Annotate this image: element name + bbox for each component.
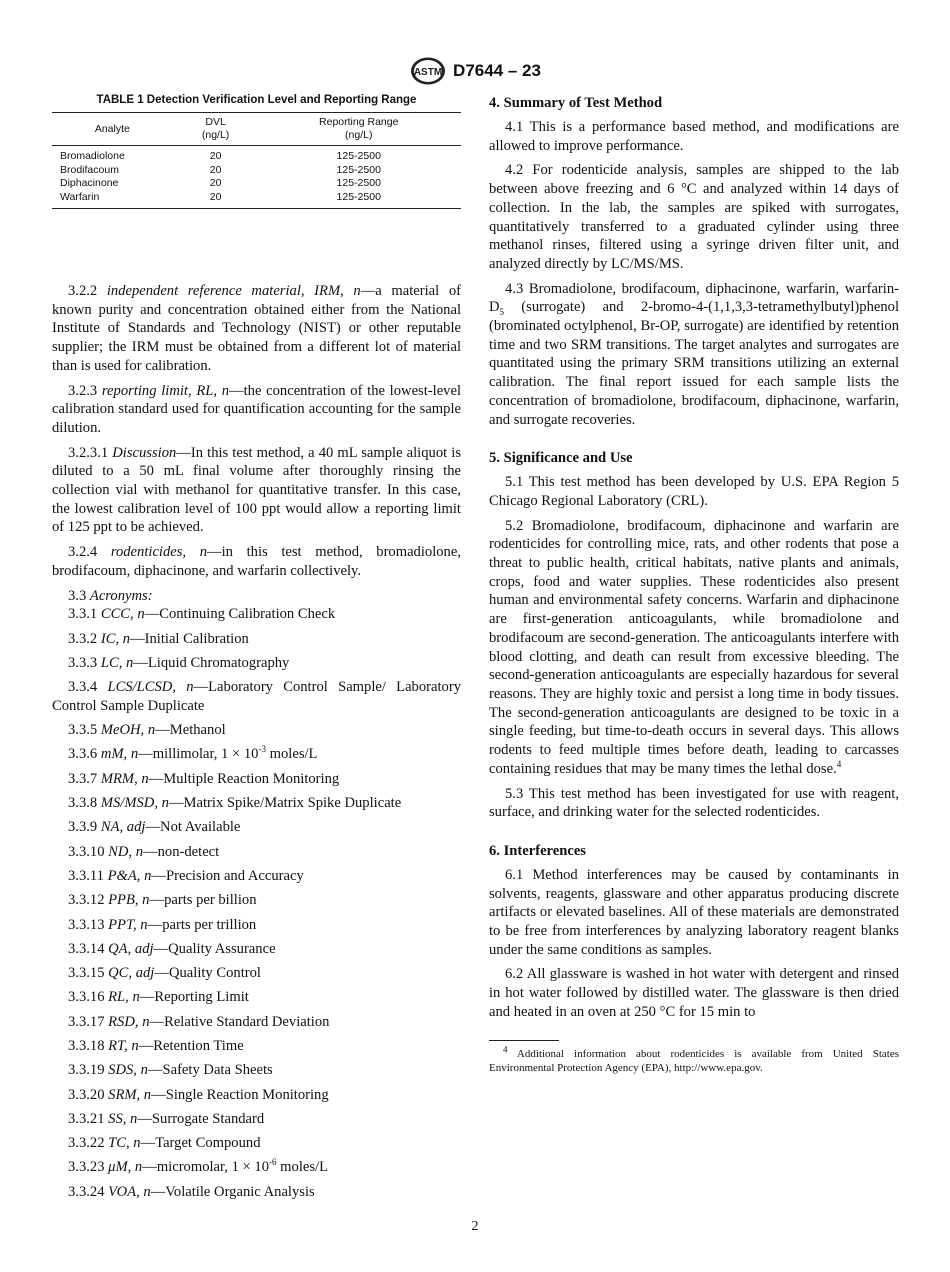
cell-dvl: 20 — [209, 150, 222, 162]
acr-num: 3.3.23 — [68, 1159, 105, 1176]
acr-num: 3.3.20 — [68, 1086, 105, 1103]
acr-def: —Liquid Chromatography — [133, 654, 290, 671]
acr-def: —Reporting Limit — [139, 989, 249, 1006]
acronym-item — [52, 1183, 461, 1202]
acr-def: —Initial Calibration — [130, 630, 249, 647]
acr-def: —Laboratory Control Sample/ Laboratory Control Sample Duplicate — [52, 679, 461, 714]
para-5-3: 5.3 This test method has been investigated for use with reagent, surface, and drinking water for the selected rodenticides. — [489, 785, 899, 821]
footnote — [489, 1043, 899, 1075]
para-5-1: 5.1 This test method has been developed by U.S. EPA Region 5 Chicago Regional Laboratory (CRL). — [489, 474, 899, 509]
left-column — [52, 94, 461, 1207]
acronym-item — [52, 1134, 461, 1153]
acr-num: 3.3.21 — [68, 1110, 105, 1127]
acr-num: 3.3.24 — [68, 1183, 105, 1200]
cell-range: 125-2500 — [336, 150, 381, 162]
page-header — [0, 56, 950, 91]
term: independent reference material, IRM, n — [106, 283, 361, 299]
header-rr-line2: (ng/L) — [345, 129, 373, 141]
acr-term: LC, n — [100, 654, 134, 671]
table-row — [52, 164, 461, 178]
acronym-item — [52, 794, 461, 813]
acr-term: LCS/LCSD, n — [107, 679, 194, 696]
cell-analyte: Warfarin — [52, 191, 175, 209]
astm-logo-icon — [409, 56, 447, 86]
acr-def2: moles/L — [276, 1159, 329, 1176]
acronym-item — [52, 721, 461, 740]
acr-def: —Continuing Calibration Check — [144, 606, 336, 623]
acr-def2: moles/L — [265, 746, 318, 763]
para-number: 3.2.3.1 — [68, 444, 109, 461]
acronym-item — [52, 988, 461, 1007]
cell-dvl: 20 — [209, 177, 222, 189]
acr-def: —parts per trillion — [147, 916, 257, 933]
acronym-item — [52, 745, 461, 764]
acronym-item — [52, 818, 461, 837]
cell-range: 125-2500 — [336, 177, 381, 189]
acr-def: —Matrix Spike/Matrix Spike Duplicate — [168, 795, 402, 812]
acr-num: 3.3.4 — [68, 679, 98, 696]
acr-num: 3.3.15 — [68, 965, 105, 982]
header-rr-line1: Reporting Range — [319, 116, 399, 128]
para-number: 3.2.4 — [68, 544, 98, 561]
acr-num: 3.3.5 — [68, 722, 98, 739]
acronym-item — [52, 770, 461, 789]
acr-term: SDS, n — [108, 1062, 148, 1079]
document-id: D7644 – 23 — [453, 61, 541, 80]
table-title: TABLE 1 Detection Verification Level and Reporting Range — [96, 94, 417, 106]
acronym-list — [52, 605, 461, 1201]
acr-term: CCC, n — [100, 606, 145, 623]
para-3-2-3 — [52, 382, 461, 438]
header-reporting-range — [256, 113, 461, 146]
acr-term: TC, n — [108, 1135, 141, 1152]
footnote-text: Additional information about rodenticides is available from United States Environmental Protection Agency (EPA), http://www.epa.gov. — [489, 1047, 899, 1074]
acr-num: 3.3.2 — [68, 630, 98, 647]
table-header-row — [52, 113, 461, 146]
para-number: 3.2.2 — [68, 283, 98, 299]
acr-term: ND, n — [108, 843, 144, 860]
acr-def: —Relative Standard Deviation — [149, 1013, 330, 1030]
acronym-item — [52, 1086, 461, 1105]
cell-analyte: Brodifacoum — [60, 163, 119, 176]
para-text: 5.2 Bromadiolone, brodifacoum, diphacinone and warfarin are rodenticides for controlling mice, rats, and other rodents that pose a threat to public health, critical habitats, native plants and animals, crops, food and water supplies. These rodenticides also present human and environmental safety concerns. Warfarin and diphacinone are first-generation anticoagulants, while bromadiolone and brodifacoum are second-generation. The anticoagulants interfere with blood clotting, and death can result from excessive bleeding. The second-generation anticoagulants are especially hazardous for several reasons. They are highly toxic and persist a long time in body tissues. The second-generation anticoagulants are designed to be toxic in a single feeding, but time-to-death occurs in several days. This allows rodents to feed multiple times before death, leading to carcasses containing residues that may be many times the lethal dose. — [489, 517, 899, 777]
acr-num: 3.3.19 — [68, 1062, 105, 1079]
acr-term: SS, n — [108, 1110, 138, 1127]
acronym-item — [52, 940, 461, 959]
acr-sup: -6 — [269, 1157, 277, 1168]
para-number: 3.2.3 — [68, 382, 98, 399]
para-text: —the concentration of the lowest-level calibration standard used for quantification accounting for the sample dilution. — [52, 382, 462, 436]
acr-num: 3.3.17 — [68, 1013, 105, 1030]
cell-range: 125-2500 — [256, 191, 461, 209]
header-dvl-line1: DVL — [205, 116, 226, 128]
term: Acronyms: — [89, 587, 153, 604]
acronym-item — [52, 1013, 461, 1032]
acr-num: 3.3.9 — [68, 819, 98, 836]
para-4-1: 4.1 This is a performance based method, and modifications are allowed to improve performance. — [489, 119, 899, 154]
acr-num: 3.3.8 — [68, 795, 98, 812]
acr-term: MeOH, n — [100, 722, 156, 739]
acr-num: 3.3.3 — [68, 654, 98, 671]
acr-term: NA, adj — [100, 819, 146, 836]
footnote-number: 4 — [503, 1043, 508, 1054]
acr-def: —parts per billion — [149, 892, 257, 909]
para-3-2-2 — [52, 282, 461, 376]
acr-term: RL, n — [108, 989, 140, 1006]
acronym-item — [52, 1037, 461, 1056]
acronym-item — [52, 843, 461, 862]
acr-def: —Surrogate Standard — [137, 1110, 265, 1127]
section-6-heading: 6. Interferences — [489, 842, 586, 859]
term: reporting limit, RL, n — [101, 382, 230, 399]
acr-num: 3.3.6 — [68, 746, 98, 763]
term: rodenticides, n — [110, 544, 208, 561]
acr-term: RSD, n — [108, 1013, 150, 1030]
para-6-2: 6.2 All glassware is washed in hot water with detergent and rinsed in hot water followed by distilled water. The glassware is then dried and heated in an oven at 250 °C for 15 min to — [489, 966, 899, 1020]
acr-num: 3.3.11 — [68, 867, 104, 884]
acr-def: —Quality Assurance — [153, 940, 276, 957]
acronym-item — [52, 1061, 461, 1080]
acr-num: 3.3.12 — [68, 892, 105, 909]
cell-dvl: 20 — [209, 163, 222, 176]
para-6-1: 6.1 Method interferences may be caused by contaminants in solvents, reagents, glassware and other apparatus producing discrete artifacts or elevated baselines. All of these materials are demonstrated to be free from interferences by analyzing laboratory reagent blanks under the same conditions as samples. — [489, 866, 899, 958]
acr-term: PPB, n — [108, 892, 150, 909]
acr-term: MS/MSD, n — [100, 795, 169, 812]
acr-term: QC, adj — [108, 965, 155, 982]
acr-num: 3.3.1 — [68, 606, 98, 623]
acr-term: IC, n — [100, 630, 131, 647]
term: Discussion — [112, 444, 177, 461]
footnote-ref[interactable]: 4 — [836, 758, 842, 769]
acr-num: 3.3.10 — [68, 843, 105, 860]
header-dvl — [175, 113, 257, 146]
cell-range: 125-2500 — [336, 163, 381, 176]
acr-term: RT, n — [108, 1038, 139, 1054]
acr-term: MRM, n — [100, 770, 149, 787]
acr-num: 3.3.18 — [68, 1038, 105, 1054]
acronym-item — [52, 630, 461, 649]
acr-num: 3.3.13 — [68, 916, 105, 933]
acronym-item — [52, 1158, 461, 1177]
acr-num: 3.3.22 — [68, 1135, 105, 1152]
footnote-divider — [489, 1040, 559, 1041]
acr-def: —Single Reaction Monitoring — [151, 1086, 329, 1103]
para-4-3 — [489, 280, 899, 430]
table-row — [52, 191, 461, 209]
acr-def: —Target Compound — [140, 1135, 261, 1152]
acronym-item — [52, 654, 461, 673]
subscript: 5 — [499, 307, 505, 318]
para-text: —in this test method, bromadiolone, brodifacoum, diphacinone, and warfarin collectively. — [52, 544, 461, 579]
para-5-2 — [489, 517, 899, 779]
right-column — [489, 94, 899, 1075]
para-3-2-3-1 — [52, 444, 461, 538]
acr-num: 3.3.14 — [68, 940, 105, 957]
detection-table — [52, 112, 461, 209]
acronym-item — [52, 1110, 461, 1129]
acr-def: —non-detect — [143, 843, 220, 860]
acronym-item — [52, 867, 461, 886]
acr-num: 3.3.7 — [68, 770, 98, 787]
table-row — [52, 146, 461, 164]
acr-def: —Not Available — [145, 819, 241, 836]
header-analyte: Analyte — [94, 122, 130, 135]
acr-num: 3.3.16 — [68, 989, 105, 1006]
acr-def: —Retention Time — [138, 1038, 244, 1054]
acr-term: QA, adj — [108, 940, 154, 957]
acr-def: —Methanol — [155, 722, 226, 739]
acr-term: μM, n — [108, 1159, 143, 1176]
acr-def: —Multiple Reaction Monitoring — [148, 770, 340, 787]
acr-def: —Safety Data Sheets — [147, 1062, 273, 1079]
acronyms-heading — [52, 587, 461, 606]
header-dvl-line2: (ng/L) — [201, 129, 230, 141]
acr-def: —Quality Control — [154, 965, 261, 982]
page-number: 2 — [471, 1219, 479, 1234]
para-text: —In this test method, a 40 mL sample aliquot is diluted to a 50 mL final volume after thoroughly rinsing the collection vial with methanol for quantitative transfer. In this case, the lowest calibration level of 100 ppt would allow a reporting limit of 125 ppt to be achieved. — [52, 444, 461, 536]
acronym-item — [52, 916, 461, 935]
para-3-2-4 — [52, 543, 461, 580]
acronym-item — [52, 891, 461, 910]
acr-term: mM, n — [100, 746, 139, 763]
acr-def: —millimolar, 1 × 10 — [138, 746, 259, 763]
para-text: 4.3 Bromadiolone, brodifacoum, diphacinone, warfarin, warfarin-D — [489, 280, 899, 316]
section-5-heading: 5. Significance and Use — [489, 450, 633, 467]
cell-analyte: Bromadiolone — [60, 150, 125, 162]
acr-def: —Precision and Accuracy — [151, 867, 304, 884]
acr-def: —Volatile Organic Analysis — [150, 1183, 315, 1200]
acronym-item — [52, 605, 461, 624]
acr-term: VOA, n — [108, 1183, 151, 1200]
cell-analyte: Diphacinone — [60, 177, 119, 189]
para-4-2: 4.2 For rodenticide analysis, samples are shipped to the lab between above freezing and 6 °C and analyzed within 14 days of collection. In the lab, the samples are spiked with surrogates, quantitatively transferred to a graduated cylinder using three methanol rinses, filtered using a syringe driven filter unit, and analyzed directly by LC/MS/MS. — [489, 162, 899, 272]
acronym-item — [52, 678, 461, 715]
cell-dvl: 20 — [175, 191, 257, 209]
para-number: 3.3 — [68, 587, 87, 604]
acr-term: SRM, n — [108, 1086, 152, 1103]
section-4-heading: 4. Summary of Test Method — [489, 95, 663, 111]
para-text: (surrogate) and 2-bromo-4-(1,1,3,3-tetramethylbutyl)phenol (brominated octylphenol, Br-OP, surrogate) are identified by retention time and two SRM transitions. The target analytes and surrogates are quantitated using the primary SRM transitions utilizing an external calibration. The final report issued for each sample lists the concentration of bromadiolone, brodifacoum, diphacinone, warfarin, and surrogate recoveries. — [489, 299, 899, 428]
acr-sup: -3 — [258, 744, 266, 755]
acronym-item — [52, 964, 461, 983]
table-row — [52, 177, 461, 191]
acr-term: P&A, n — [107, 867, 152, 884]
para-text: —a material of known purity and concentration obtained either from the National Institute of Standards and Technology (NIST) or other reputable supplier; the IRM must be obtained from a different lot of material than is used for calibration. — [52, 283, 461, 374]
astm-logo-text: ASTM — [413, 67, 443, 78]
acr-term: PPT, n — [108, 916, 148, 933]
acr-def: —micromolar, 1 × 10 — [142, 1159, 270, 1176]
